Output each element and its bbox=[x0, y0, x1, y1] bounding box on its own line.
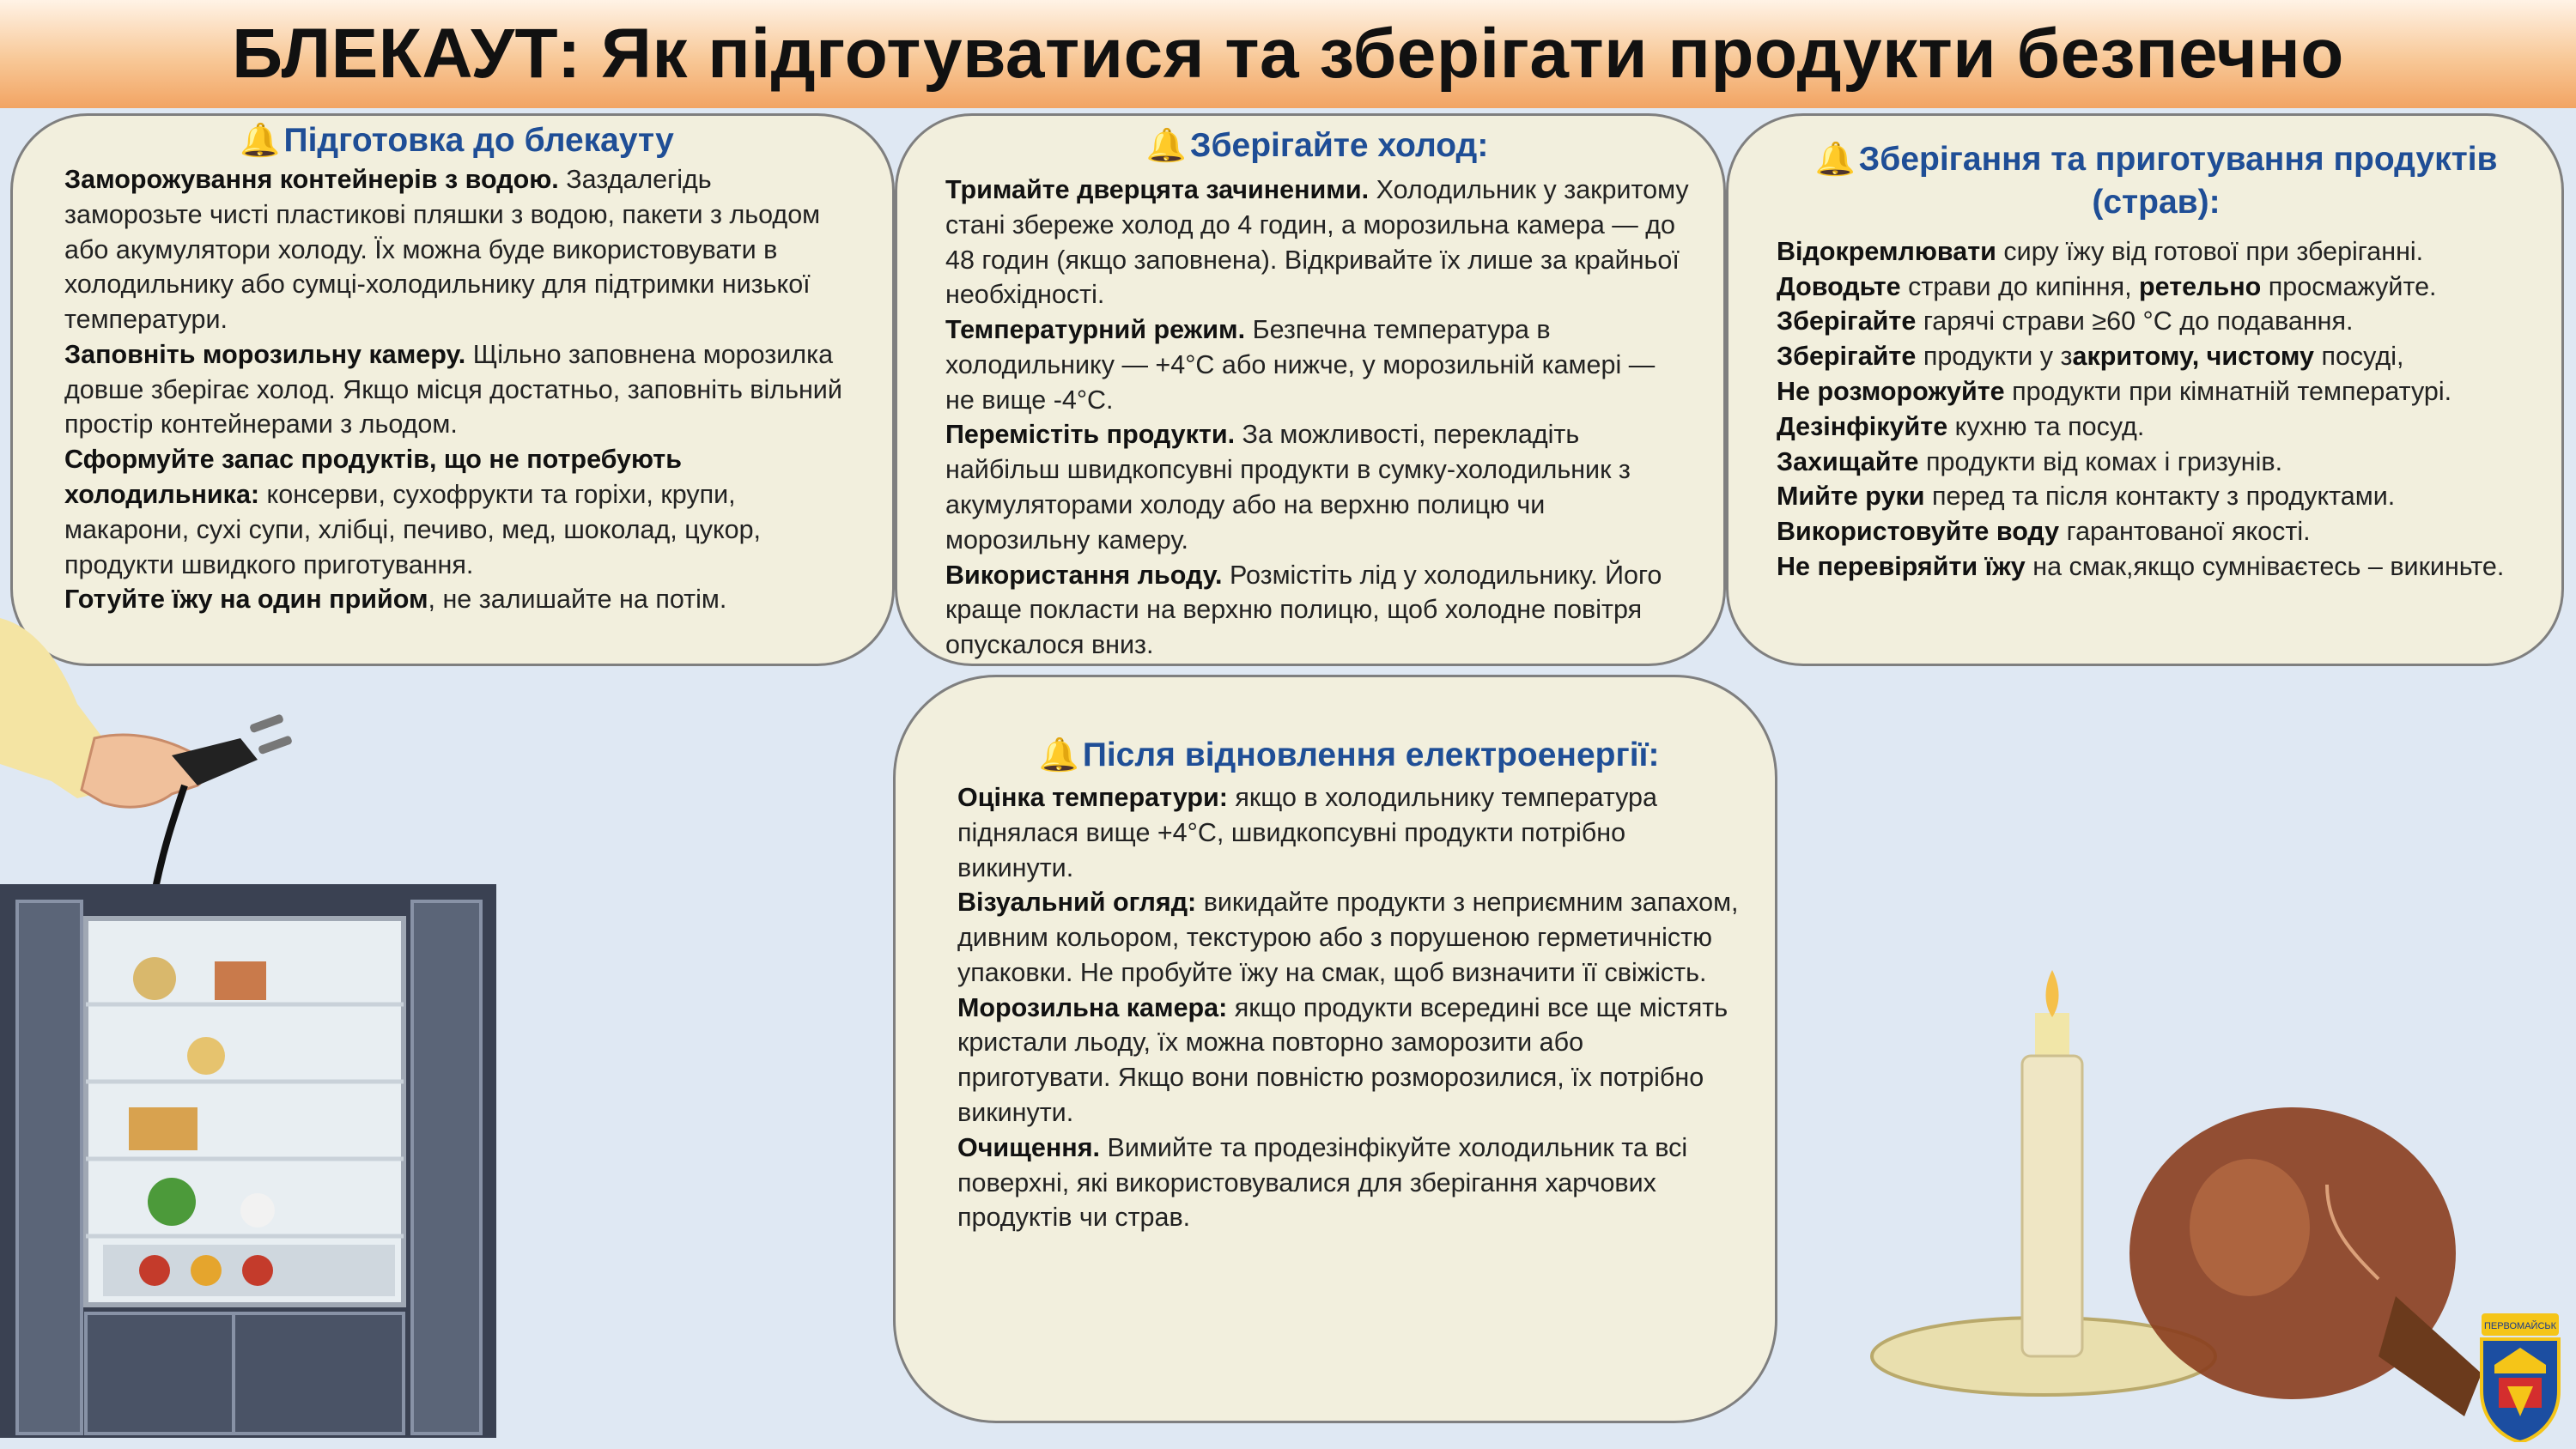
bell-icon: 🔔 bbox=[240, 123, 281, 159]
list-item: Сформуйте запас продуктів, що не потребують холодильника: консерви, сухофрукти та горіхи, крупи, макарони, сухі супи, хлібці, печиво, мед, шоколад, цукор, продукти швидкого приготування. bbox=[64, 445, 762, 579]
title-bar bbox=[0, 0, 2576, 108]
list-item: Використовуйте воду гарантованої якості. bbox=[1777, 517, 2311, 547]
hand-with-plug-illustration bbox=[0, 609, 326, 893]
panel-preparation bbox=[10, 113, 895, 666]
list-item: Заповніть морозильну камеру. Щільно заповнена морозилка довше зберігає холод. Якщо місця достатньо, заповніть вільний простір контейнерами з льодом. bbox=[64, 339, 842, 440]
list-item: Заморожування контейнерів з водою. Заздалегідь заморозьте чисті пластикові пляшки з водою, пакети з льодом або акумулятори холоду. Їх можна буде використовувати в холодильнику або сумці-холодильнику для підтримки низької температури. bbox=[64, 164, 821, 335]
list-item: Захищайте продукти від комах і гризунів. bbox=[1777, 446, 2283, 476]
list-item: Відокремлювати сиру їжу від готової при зберіганні. bbox=[1777, 236, 2424, 266]
panel-body bbox=[64, 162, 849, 617]
open-fridge-illustration bbox=[0, 884, 496, 1438]
list-item: Оцінка температури: якщо в холодильнику температура піднялася вище +4°С, швидкопсувні продукти потрібно викинути. bbox=[957, 782, 1657, 882]
panel-after-power-restore bbox=[893, 675, 1777, 1423]
list-item: Зберігайте продукти у закритому, чистому посуді, bbox=[1777, 342, 2404, 372]
panel-keep-cold bbox=[895, 113, 1726, 666]
list-item: Не розморожуйте продукти при кімнатній температурі. bbox=[1777, 377, 2452, 406]
panel-body bbox=[1777, 234, 2536, 585]
list-item: Зберігайте гарячі страви ≥60 °С до подавання. bbox=[1777, 306, 2354, 336]
page-title: БЛЕКАУТ: Як підготуватися та зберігати продукти безпечно bbox=[232, 15, 2344, 93]
list-item: Дезінфікуйте кухню та посуд. bbox=[1777, 411, 2145, 441]
city-coat-of-arms-emblem bbox=[2473, 1313, 2567, 1442]
panel-heading: 🔔 Після відновлення електроенергії: bbox=[957, 734, 1741, 777]
list-item: Доводьте страви до кипіння, ретельно просмажуйте. bbox=[1777, 271, 2437, 301]
list-item: Тримайте дверцята зачиненими. Холодильник у закритому стані збереже холод до 4 годин, а морозильна камера — до 48 годин (якщо заповнена). Відкривайте їх лише за крайньої необхідності. bbox=[945, 174, 1689, 310]
list-item: Мийте руки перед та після контакту з продуктами. bbox=[1777, 482, 2396, 512]
list-item: Не перевіряйти їжу на смак,якщо сумніваєтесь – викиньте. bbox=[1777, 551, 2505, 581]
list-item: Використання льоду. Розмістіть лід у холодильнику. Його краще покласти на верхню полицю, щоб холодне повітря опускалося вниз. bbox=[945, 560, 1662, 660]
list-item: Перемістіть продукти. За можливості, перекладіть найбільш швидкопсувні продукти в сумку-холодильник з акумуляторами холоду або на верхню полицю чи морозильну камеру. bbox=[945, 420, 1631, 555]
bell-icon: 🔔 bbox=[1814, 142, 1856, 178]
panel-heading: 🔔 Зберігання та приготування продуктів (страв): bbox=[1814, 141, 2498, 221]
panel-storage-cooking bbox=[1726, 113, 2564, 666]
list-item: Температурний режим. Безпечна температура в холодильнику — +4°С або нижче, у морозильній камері — не вище -4°С. bbox=[945, 315, 1656, 415]
list-item: Очищення. Вимийте та продезінфікуйте холодильник та всі поверхні, які використовувалися для зберігання харчових продуктів чи страв. bbox=[957, 1132, 1688, 1233]
candle-and-bulb-illustration bbox=[1846, 970, 2499, 1442]
panel-body bbox=[945, 173, 1689, 663]
panel-body bbox=[957, 780, 1741, 1235]
panel-heading: 🔔 Підготовка до блекауту bbox=[64, 119, 849, 162]
svg-text:ПЕРВОМАЙСЬК: ПЕРВОМАЙСЬК bbox=[2483, 1321, 2557, 1331]
panel-heading: 🔔 Зберігайте холод: bbox=[945, 124, 1689, 167]
bell-icon: 🔔 bbox=[1038, 737, 1079, 773]
bell-icon: 🔔 bbox=[1145, 128, 1188, 164]
list-item: Морозильна камера: якщо продукти всередині все ще містять кристали льоду, їх можна повторно заморозити або приготувати. Якщо вони повністю розморозилися, їх потрібно викинути. bbox=[957, 992, 1728, 1128]
list-item: Готуйте їжу на один прийом, не залишайте на потім. bbox=[64, 585, 727, 615]
list-item: Візуальний огляд: викидайте продукти з неприємним запахом, дивним кольором, текстурою або з порушеною герметичністю упаковки. Не пробуйте їжу на смак, щоб визначити її свіжість. bbox=[957, 888, 1739, 987]
